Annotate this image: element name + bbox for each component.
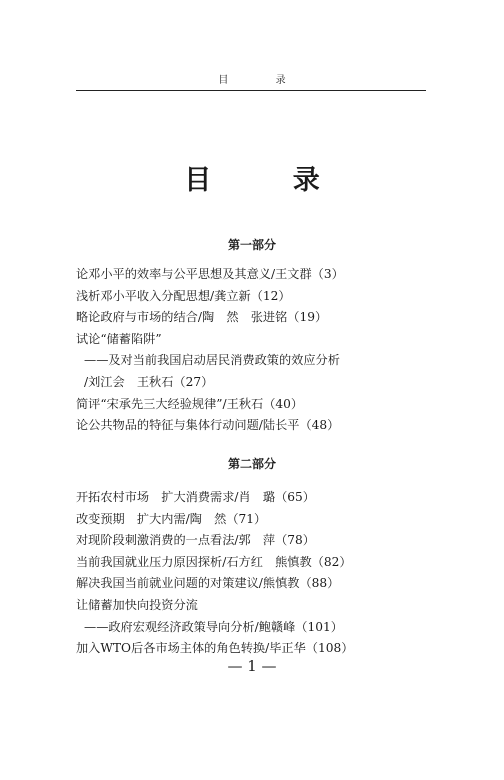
part2-heading: 第二部分 [227,457,276,471]
toc-entry-subtitle: ——及对当前我国启动居民消费政策的效应分析 [84,353,340,368]
part1-heading: 第一部分 [227,238,276,252]
page-title: 目 录 [184,165,356,196]
toc-entry: 论邓小平的效率与公平思想及其意义/王文群（3） [76,267,344,281]
part1-toc-list [76,264,436,437]
toc-entry: 让储蓄加快向投资分流 [76,597,198,612]
toc-entry: 浅析邓小平收入分配思想/龚立新（12） [76,288,291,303]
toc-entry: 对现阶段刺激消费的一点看法/郭 萍（78） [76,533,315,548]
toc-entry: 略论政府与市场的结合/陶 然 张进铭（19） [76,310,328,325]
toc-entry-author: /刘江会 王秋石（27） [84,374,214,389]
running-head: 目 录 [218,75,308,86]
toc-entry: 改变预期 扩大内需/陶 然（71） [76,511,267,526]
toc-entry: 当前我国就业压力原因探析/石方红 熊慎教（82） [76,554,352,569]
toc-entry: 解决我国当前就业问题的对策建议/熊慎教（88） [76,576,340,591]
toc-entry: 简评“宋承先三大经验规律”/王秋石（40） [76,396,304,411]
toc-entry: 论公共物品的特征与集体行动问题/陆长平（48） [76,418,340,433]
toc-entry: 开拓农村市场 扩大消费需求/肖 璐（65） [76,490,315,504]
toc-entry: 试论“储蓄陷阱” [76,331,162,346]
page-number: — 1 — [227,657,277,675]
toc-entry-subtitle: ——政府宏观经济政策导向分析/鲍赣峰（101） [84,619,343,634]
part2-toc-list [76,487,436,660]
toc-entry: 加入WTO后各市场主体的角色转换/毕正华（108） [76,641,354,656]
header-rule [76,90,426,91]
